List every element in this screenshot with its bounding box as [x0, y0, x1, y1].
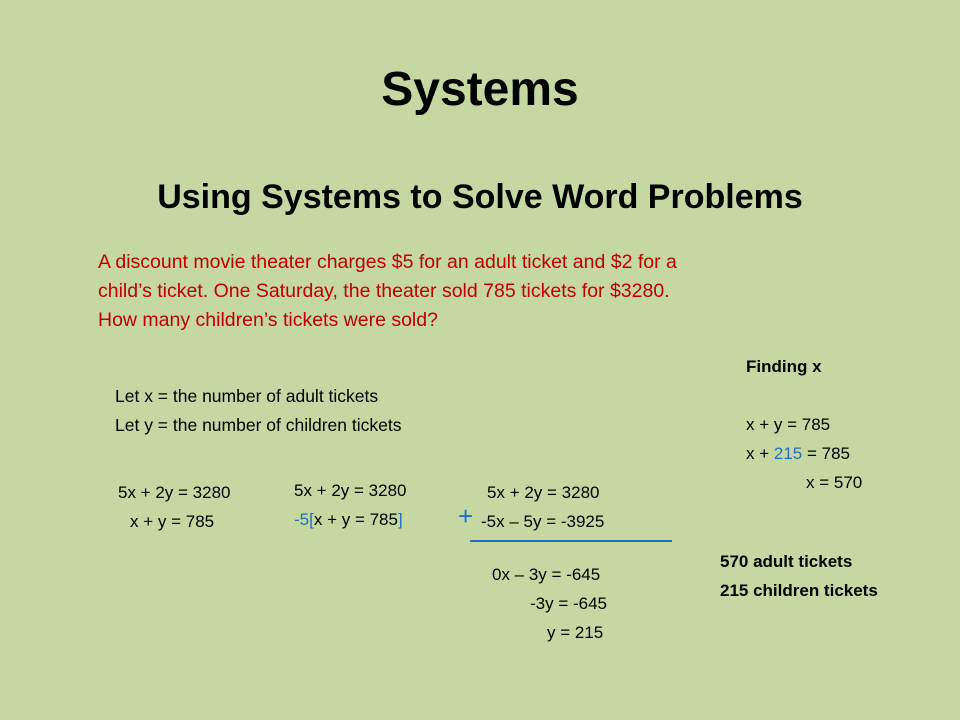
substituted-value: 215: [773, 444, 803, 463]
finding-x-heading: Finding x: [746, 357, 822, 376]
problem-line: How many children’s tickets were sold?: [98, 309, 438, 331]
finding-x-suffix: = 785: [802, 444, 850, 463]
closing-bracket: ]: [397, 510, 403, 529]
definition-x: Let x = the number of adult tickets: [115, 386, 379, 406]
definition-y: Let y = the number of children tickets: [115, 415, 402, 435]
finding-x-prefix: x +: [746, 444, 774, 463]
problem-line: child’s ticket. One Saturday, the theater sold 785 tickets for $3280.: [98, 280, 670, 302]
finding-x-line-3: x = 570: [806, 473, 863, 492]
problem-line: A discount movie theater charges $5 for an adult ticket and $2 for a: [98, 251, 677, 273]
add-equation-1: 5x + 2y = 3280: [487, 483, 600, 502]
result-line-2: -3y = -645: [530, 594, 608, 613]
finding-x-line-2: [746, 439, 850, 468]
slide-title: Systems: [381, 63, 579, 116]
finding-x-line-1: x + y = 785: [746, 415, 831, 434]
system-equation-2: x + y = 785: [130, 512, 215, 531]
multiplier: -5[: [294, 510, 314, 529]
answer-children: 215 children tickets: [720, 581, 878, 600]
multiply-equation-2: [294, 505, 403, 534]
sum-line: [470, 540, 672, 542]
result-line-1: 0x – 3y = -645: [492, 565, 601, 584]
multiply-equation-1: 5x + 2y = 3280: [294, 481, 407, 500]
word-problem: [98, 248, 858, 335]
slide-subtitle: Using Systems to Solve Word Problems: [157, 178, 803, 216]
result-line-3: y = 215: [547, 623, 604, 642]
multiply-equation-body: x + y = 785: [313, 510, 398, 529]
answer-adult: 570 adult tickets: [720, 552, 853, 571]
add-equation-2: -5x – 5y = -3925: [481, 512, 605, 531]
plus-sign: +: [458, 501, 474, 531]
system-equation-1: 5x + 2y = 3280: [118, 483, 231, 502]
variable-definitions: [115, 382, 401, 440]
